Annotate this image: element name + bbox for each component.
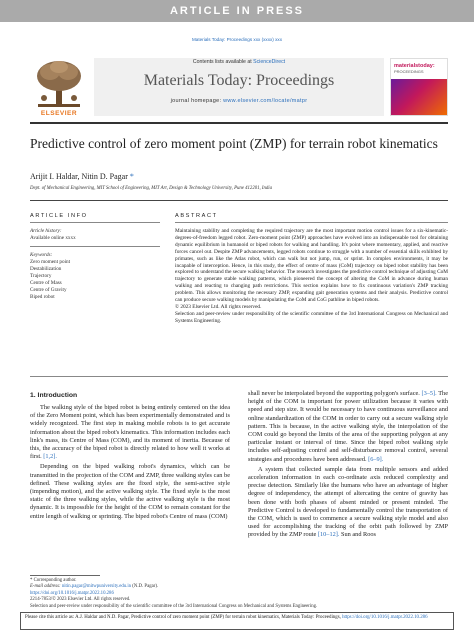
keyword-item: Centre of Mass [30, 280, 62, 286]
intro-paragraph-4 [248, 466, 448, 540]
history-value: Available online xxxx [30, 235, 76, 241]
journal-homepage [94, 98, 384, 104]
masthead [30, 52, 448, 120]
citation-box [20, 612, 454, 630]
intro-paragraph-2: Depending on the biped walking robot's dynamics, which can be transmitted in the projection of the COM and ZMP, three walking styles can be defined. These walking styles are the fixed style, the semi-active style (impending motion), and the active walking style. The fixed style is the most static of the three walking styles, while the active walking style is the most dynamic. It is impossible for the height of the COM to remain constant for the entire length of walking or sprinting. The biped robot's Centre of mass (COM) [30, 463, 230, 520]
homepage-prefix: journal homepage: [170, 98, 224, 104]
corresponding-note: * Corresponding author. [30, 578, 77, 583]
article-info [30, 228, 160, 301]
header-divider [30, 200, 448, 201]
doi-link[interactable]: https://doi.org/10.1016/j.matpr.2022.10.286 [30, 590, 114, 596]
email-link[interactable]: nitin.pagar@mitwpuniversity.edu.in [61, 584, 132, 590]
citation-link[interactable]: [10–12]. [316, 531, 340, 539]
citation-text: Please cite this article as: A.J. Haldar and N.D. Pagar, Predictive control of zero moment point (ZMP) for terrain robot kinematics, Materials Today: Proceedings, [25, 614, 341, 620]
citation-link[interactable]: [6–9]. [366, 455, 384, 463]
keywords-label: Keywords: [30, 252, 53, 258]
masthead-rule [30, 122, 448, 124]
paragraph-text: The walking style of the biped robot is being entirely centered on the idea of the Zero Moment point, which has been experimentally demonstrated and is widely recognized. The first step in making mobile robots is to get accurate information about the biped robot's kinematics. This information includes each link's mass, its Centre of Mass (COM), and its moment of inertia. Because of this, the accuracy of the biped robot is directly related to how well it works at first. [30, 404, 230, 461]
journal-reference-link[interactable]: Materials Today: Proceedings xxx (xxxx) xxx [191, 37, 283, 42]
abstract-rule [175, 222, 448, 223]
intro-paragraph-1 [30, 404, 230, 461]
info-divider [30, 246, 160, 247]
cover-title-c: PROCEEDINGS [394, 69, 424, 74]
elsevier-tree-logo [30, 58, 88, 116]
footnotes [30, 578, 448, 610]
keyword-item: Centre of Gravity [30, 287, 67, 293]
cover-title-a: materials [394, 63, 419, 69]
paragraph-text: A system that collected sample data from multiple sensors and added acceleration information in each co-ordinate axis reduced complexity and precise detection. Similarly like the humans who have an advantage of higher degree of independency, the attempt of altercating the centre of gravity has been done with both phases of absent minded or present minded. The Predictive Control is developed to fundamentally control the transportation of the COM, which is used to commence a secure walking style model and also used for accomplishing the tracking of the orbit path followed by ZMP provided by the ZMP route [248, 465, 448, 539]
footnote-selection: Selection and peer-review under responsibility of the scientific committee of the 3rd International Congress on Mechanical and Systems Engineering. [30, 603, 318, 609]
article-title: Predictive control of zero moment point (ZMP) for terrain robot kinematics [30, 136, 438, 151]
homepage-link[interactable]: www.elsevier.com/locate/matpr [223, 98, 308, 104]
section-heading-introduction: 1. Introduction [30, 392, 78, 399]
cover-image [391, 79, 447, 115]
authors [30, 172, 134, 181]
contents-line [94, 58, 384, 67]
citation-link[interactable]: [3–5]. [419, 390, 437, 397]
abstract-text [175, 228, 448, 325]
article-in-press-banner: ARTICLE IN PRESS [0, 0, 474, 22]
keyword-item: Zero moment point [30, 259, 71, 265]
affiliation: Dept. of Mechanical Engineering, MIT School of Engineering, MIT Art, Design & Technology University, Pune 412201, India [30, 186, 273, 191]
history-label: Article history: [30, 228, 62, 234]
keyword-item: Destabilization [30, 266, 62, 272]
keyword-item: Trajectory [30, 273, 52, 279]
cover-title [394, 63, 435, 75]
paragraph-text: Sun and Roos [339, 531, 376, 539]
contents-prefix: Contents lists available at [192, 59, 254, 65]
cover-title-b: today: [418, 63, 435, 69]
corresponding-author-mark[interactable]: * [127, 172, 134, 181]
email-owner: (N.D. Pagar). [131, 584, 159, 590]
body-column-left [30, 404, 230, 523]
keyword-item: Biped robot [30, 294, 55, 300]
footnote-rule [30, 575, 100, 576]
body-divider [30, 376, 448, 377]
publisher-name: ELSEVIER [40, 110, 78, 117]
abstract-copyright: © 2023 Elsevier Ltd. All rights reserved. [175, 303, 262, 310]
author-names: Arijit I. Haldar, Nitin D. Pagar [30, 172, 128, 181]
sciencedirect-link[interactable]: ScienceDirect [253, 59, 286, 65]
paragraph-text: shall never be interpolated beyond the supporting polygon's surface. [248, 390, 420, 397]
abstract-selection: Selection and peer-review under responsibility of the scientific committee of the 3rd International Congress on Mechanical and Systems Engineering. [175, 310, 448, 324]
abstract-heading: ABSTRACT [175, 213, 218, 219]
intro-paragraph-3 [248, 390, 448, 464]
article-info-rule [30, 222, 160, 223]
journal-title: Materials Today: Proceedings [143, 72, 335, 89]
paragraph-text: The height of the COM is important for power utilization because it varies with speed and step size. It would be necessary to have continuous surveillance and online standardization of the COM in order to carry out a secure walking style pattern. This is because, in the active walking style, the interpolation of the COM could go beyond the limits of the area of the supporting polygon at any particular instant or interval of time. Since the biped robot walking style includes self-adjusting control and self-disturbance removal control, several strategies and procedures have been addressed. [248, 390, 448, 463]
abstract-body: Maintaining stability and completing the required trajectory are the most important motion control issues for a six-kinematic-degrees-of-freedom legged robot. Zero-moment point (ZMP) approaches have evolved into an indispensable tool for obtaining dynamic equilibrium in humanoid or biped robots for walking and handling. It's point where momentary, applied, and reactive forces cancel out. Despite ZMP advancements, legged robots continue to struggle with a number of essential skills exhibited by primates, such as like the Atlas robot, which can walk but not jump, run, or sprint. In complex environments, it may be incapable of interception. Hence, in this study, the effect of centre of mass (CoM) trajectory on biped robot stability has been explored to understand the secure walking behavior. The research investigates the predictive control technique of adjusting CoM trajectory to generate stable walking patterns, which pioneered the concept of altering the CoM in advance during human walking and reacting to changing path restrictions. This section explains how to fix continuous variation's ZMP tracking problem. This allows monitoring the necessary ZMP, expanding gait generation systems and their analysis. Predictive control can produce secure walking models by manipulating the CoM and CoG pathline in biped robots. [175, 228, 448, 304]
journal-cover-thumbnail [390, 58, 448, 116]
citation-doi-link[interactable]: https://doi.org/10.1016/j.matpr.2022.10.286 [342, 614, 428, 620]
email-label: E-mail address: [30, 584, 62, 590]
citation-link[interactable]: [1,2]. [41, 453, 57, 461]
article-info-heading: ARTICLE INFO [30, 213, 88, 219]
issn-line: 2214-7853/© 2023 Elsevier Ltd. All rights reserved. [30, 597, 131, 603]
body-column-right [248, 390, 448, 542]
